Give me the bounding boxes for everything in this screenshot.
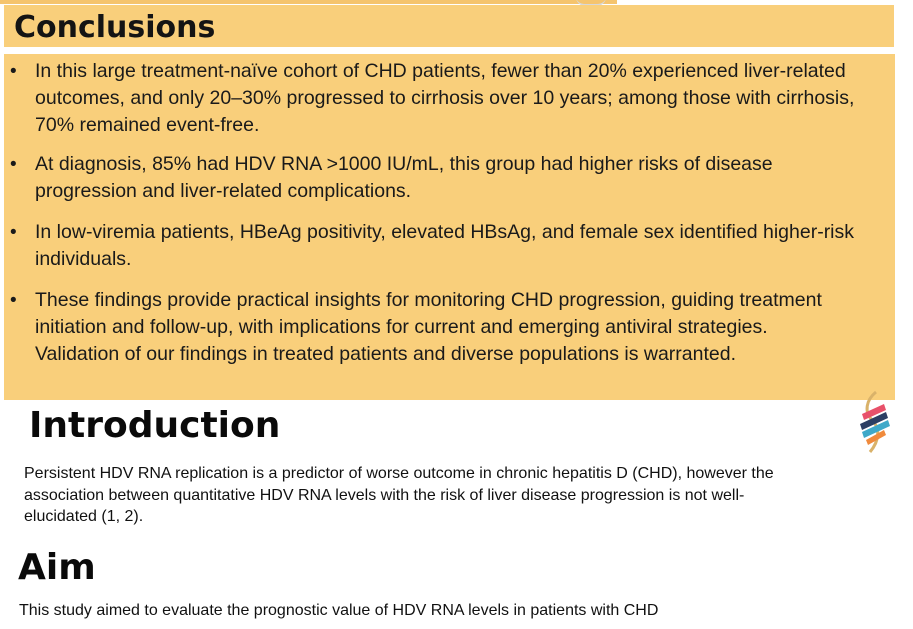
- conclusions-header: [4, 5, 894, 47]
- bullet-icon: •: [10, 290, 17, 311]
- aim-title: Aim: [18, 547, 96, 588]
- introduction-text: Persistent HDV RNA replication is a predictor of worse outcome in chronic hepatitis D (CHD), however the association between quantitative HDV RNA levels with the risk of liver disease progression is not well-elucidated (1, 2).: [24, 465, 774, 525]
- bullet-icon: •: [10, 222, 17, 243]
- ribbon-logo-icon: [854, 390, 894, 454]
- top-banner-strip: [0, 0, 617, 4]
- conclusion-text: These findings provide practical insights for monitoring CHD progression, guiding treatment initiation and follow-up, with implications for current and emerging antiviral strategies. Validation of our findings in treated patients and diverse populations is warranted.: [35, 289, 822, 365]
- introduction-title: Introduction: [29, 405, 281, 446]
- bullet-icon: •: [10, 61, 17, 82]
- conclusions-title: Conclusions: [14, 10, 216, 45]
- conclusion-item: [4, 58, 872, 139]
- conclusion-text: In low-viremia patients, HBeAg positivity, elevated HBsAg, and female sex identified higher-risk individuals.: [35, 221, 855, 270]
- conclusions-panel: [4, 54, 895, 400]
- conclusion-text: At diagnosis, 85% had HDV RNA >1000 IU/mL, this group had higher risks of disease progression and liver-related complications.: [35, 153, 773, 202]
- conclusion-item: [4, 151, 872, 205]
- bullet-icon: •: [10, 154, 17, 175]
- conclusion-text: In this large treatment-naïve cohort of CHD patients, fewer than 20% experienced liver-related outcomes, and only 20–30% progressed to cirrhosis over 10 years; among those with cirrhosis, 70% remained event-free.: [35, 60, 855, 136]
- conclusion-item: [4, 287, 854, 368]
- conclusion-item: [4, 219, 872, 273]
- aim-text: This study aimed to evaluate the prognostic value of HDV RNA levels in patients with CHD: [19, 602, 659, 619]
